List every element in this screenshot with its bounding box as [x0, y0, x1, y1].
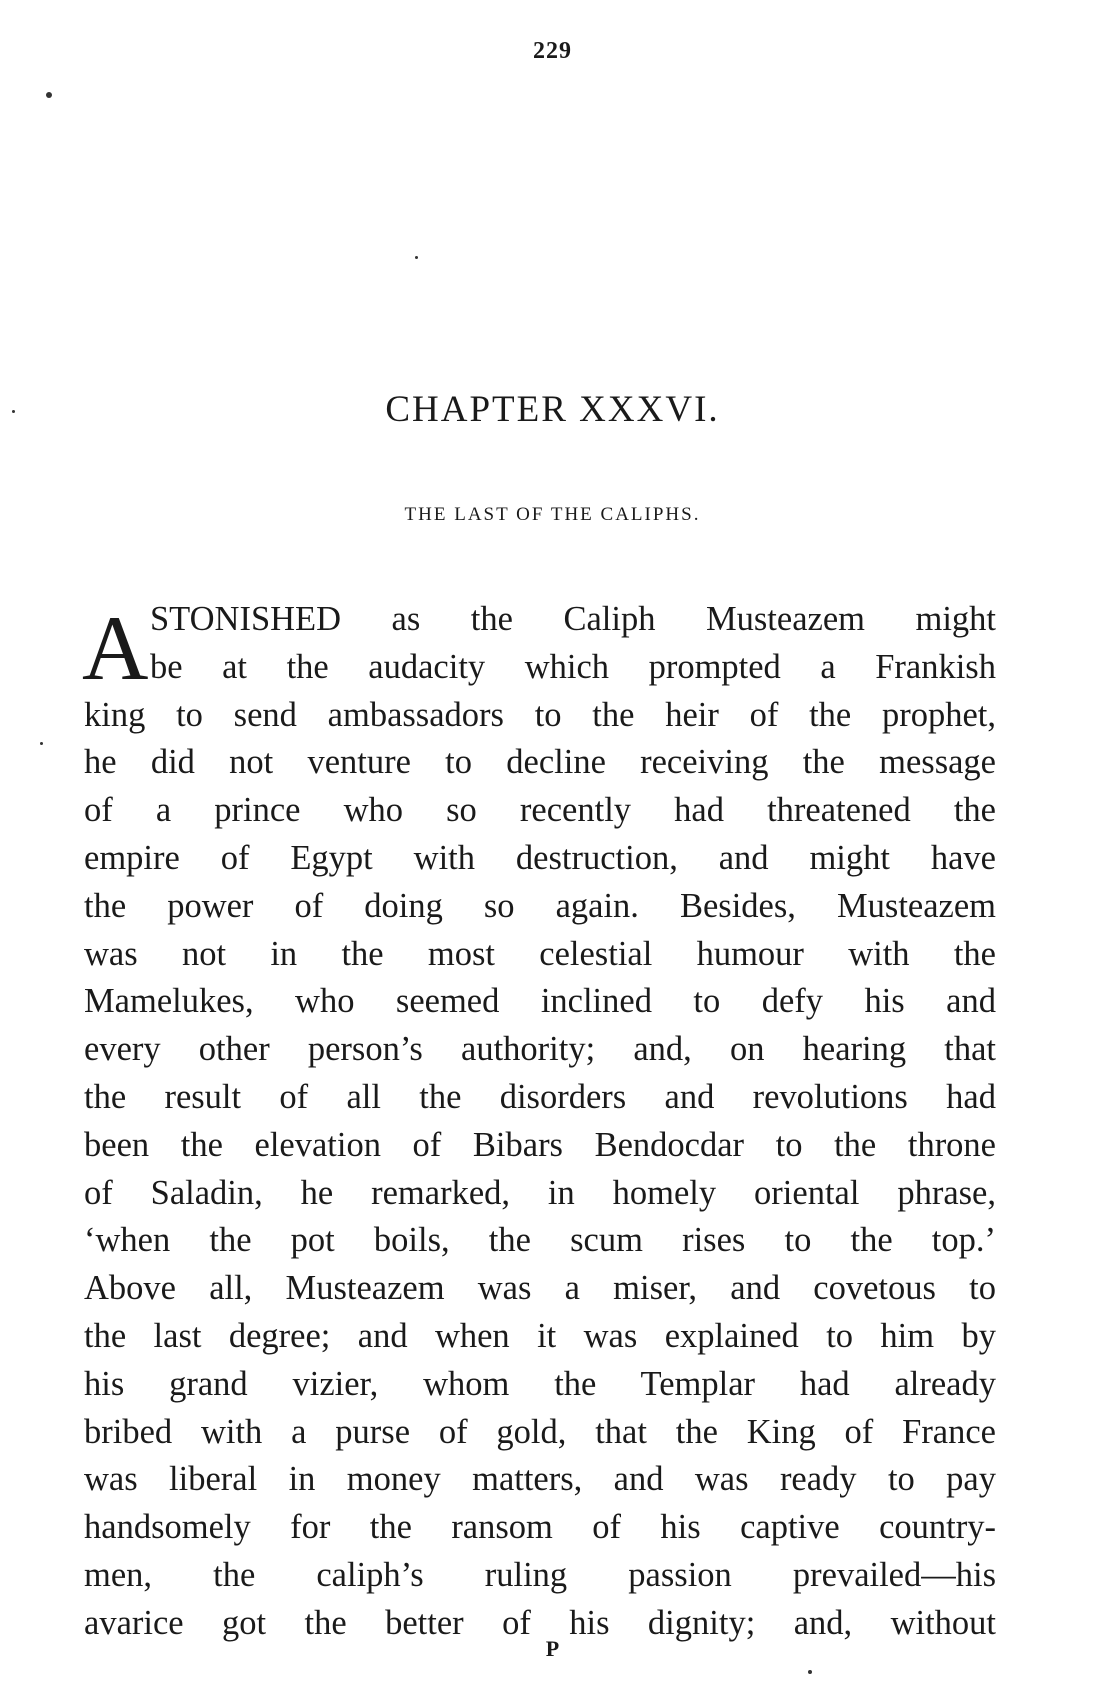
text-line: was not in the most celestial humour with the — [84, 934, 996, 973]
scan-speck — [40, 742, 43, 745]
page-number: 229 — [533, 38, 572, 64]
text-line: men, the caliph’s ruling passion prevailed—his — [84, 1555, 996, 1594]
text-line: was liberal in money matters, and was ready to pay — [84, 1460, 996, 1499]
text-line: avarice got the better of his dignity; and, without — [84, 1603, 996, 1642]
text-line: of Saladin, he remarked, in homely oriental phrase, — [84, 1173, 996, 1212]
text-line: Above all, Musteazem was a miser, and covetous to — [84, 1269, 996, 1308]
text-line: the last degree; and when it was explained to him by — [84, 1316, 996, 1355]
text-line: of a prince who so recently had threatened the — [84, 791, 996, 830]
text-line: STONISHED as the Caliph Musteazem might — [150, 600, 996, 638]
text-line: every other person’s authority; and, on hearing that — [84, 1030, 996, 1069]
text-line: ‘when the pot boils, the scum rises to the top.’ — [84, 1221, 996, 1260]
scan-speck — [808, 1670, 812, 1674]
scan-speck — [415, 256, 418, 259]
scan-speck — [46, 92, 52, 98]
chapter-subtitle: THE LAST OF THE CALIPHS. — [404, 504, 701, 525]
signature-mark: P — [545, 1636, 560, 1661]
text-line: handsomely for the ransom of his captive country- — [84, 1508, 996, 1547]
scan-speck — [12, 410, 15, 413]
text-line: king to send ambassadors to the heir of the prophet, — [84, 695, 996, 734]
text-line: bribed with a purse of gold, that the King of France — [84, 1412, 996, 1451]
drop-cap: A — [82, 597, 149, 699]
text-line: the result of all the disorders and revolutions had — [84, 1077, 996, 1116]
text-line: he did not venture to decline receiving the message — [84, 743, 996, 782]
text-line: his grand vizier, whom the Templar had already — [84, 1364, 996, 1403]
text-line: be at the audacity which prompted a Frankish — [150, 647, 996, 686]
text-line: empire of Egypt with destruction, and might have — [84, 838, 996, 877]
text-line: the power of doing so again. Besides, Musteazem — [84, 886, 996, 925]
body-text — [84, 596, 996, 1648]
text-line: Mamelukes, who seemed inclined to defy his and — [84, 982, 996, 1021]
chapter-title: CHAPTER XXXVI. — [385, 389, 720, 430]
text-line: been the elevation of Bibars Bendocdar to the throne — [84, 1125, 996, 1164]
